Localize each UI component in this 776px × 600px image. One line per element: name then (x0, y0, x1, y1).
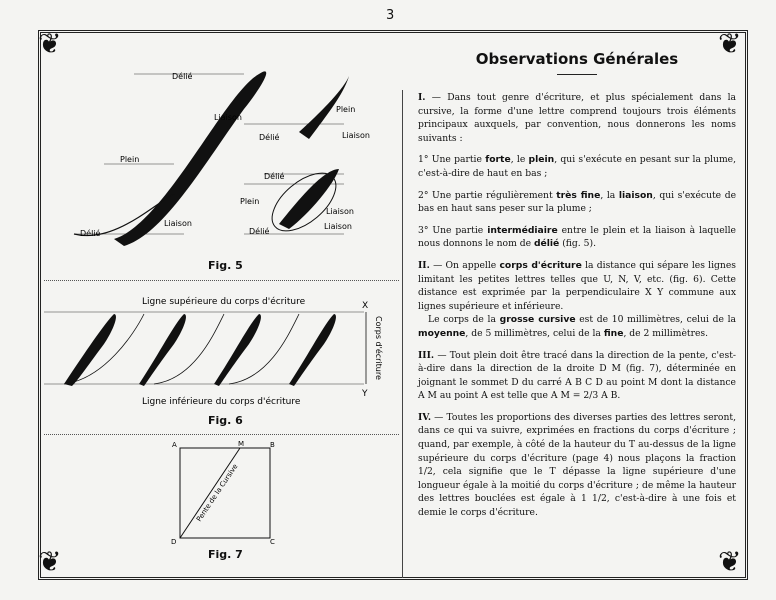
item-number: 3° (418, 224, 429, 236)
list-item (418, 224, 736, 251)
fig5-label: Liaison (342, 131, 370, 140)
section-number: II. (418, 259, 430, 271)
item-text: , qui s'exécute en pesant sur la plume, c'est-à-dire de haut en bas ; (418, 154, 737, 179)
fig5-label: Plein (336, 105, 356, 114)
fig6-x-label: X (362, 301, 369, 311)
fig7-c-label: C (270, 538, 275, 544)
figure-divider (44, 434, 399, 435)
section-2 (418, 259, 736, 341)
item-text: (fig. 5). (562, 238, 597, 250)
fig5-label: Plein (240, 197, 260, 206)
fig7-caption: Fig. 7 (208, 548, 243, 561)
section-text: — Dans tout genre d'écriture, et plus spécialement dans la cursive, la forme d'une lettre comprend toujours trois éléments principaux auxquels, par convention, nous donnerons les noms suivants : (418, 92, 736, 144)
fig5-label: Liaison (214, 113, 242, 122)
section-1 (418, 91, 736, 145)
item-text: , qui s'exécute de bas en haut sans peser sur la plume ; (418, 189, 737, 215)
item-number: 2° (418, 189, 429, 201)
section-text: — Tout plein doit être tracé dans la direction de la pente, c'est-à-dire dans la direction de la droite D M (fig. 7), déterminée en joignant le sommet D du carré A B C D au point M dont la distance A M au point A est telle que A M = 2/3 A B. (418, 349, 736, 402)
fig5-label: Délié (259, 133, 280, 142)
item-text: Une partie régulièrement (432, 189, 553, 201)
list-item (418, 189, 736, 216)
item-text: entre le plein et la liaison à laquelle nous donnons le nom de (418, 224, 736, 250)
item-bold: forte (485, 154, 511, 166)
fig6-y-label: Y (362, 389, 368, 399)
corner-ornament-icon: ❦ (38, 27, 62, 60)
fig7-a-label: A (172, 441, 177, 449)
section-text: est de 10 millimètres, celui de la (579, 314, 737, 326)
section-bold: moyenne (418, 327, 466, 339)
fig7-b-label: B (270, 441, 275, 449)
section-number: IV. (418, 411, 432, 423)
observations-column (418, 50, 736, 528)
corner-ornament-icon: ❦ (718, 545, 742, 578)
figure-7 (170, 438, 280, 544)
figure-5 (44, 54, 399, 284)
list-item (418, 153, 736, 180)
section-text: Le corps de la (428, 314, 496, 326)
fig5-label: Délié (172, 72, 193, 81)
fig5-label: Liaison (326, 207, 354, 216)
section-number: III. (418, 349, 435, 361)
section-number: I. (418, 92, 426, 103)
figure-6 (44, 284, 399, 430)
item-bold: très fine (556, 189, 601, 201)
section-text: — On appelle (433, 259, 497, 271)
fig6-side-label: Corps d'écriture (374, 316, 383, 380)
fig5-label: Délié (264, 172, 285, 181)
item-text: Une partie (432, 224, 484, 236)
fig5-label: Liaison (324, 222, 352, 231)
fig7-m-label: M (238, 440, 245, 448)
section-bold: grosse cursive (499, 314, 576, 326)
fig5-label: Délié (80, 229, 101, 238)
section-text: — Toutes les proportions des diverses parties des lettres seront, dans ce qui va suivre, exprimées en fractions du corps d'écriture ; quand, par exemple, à côté de la hauteur du T au-dessus de la ligne supérieure du corps d'écriture (page 4) nous plaçons la fraction 1/2, cela signifie que le T dépasse la ligne supérieure d'une longueur égale à la moitié du corps d'écriture ; de même la hauteur des lettres bouclées est égale à 1 1/2, c'est-à-dire à une fois et demie le corps d'écriture. (418, 411, 736, 519)
fig6-bottom-line-label: Ligne inférieure du corps d'écriture (142, 397, 301, 407)
fig5-caption: Fig. 5 (208, 259, 243, 272)
section-4 (418, 411, 736, 520)
section-text: , de 5 millimètres, celui de la (465, 327, 601, 339)
section-bold: corps d'écriture (499, 259, 582, 271)
section-text: la distance qui sépare les lignes limitant les petites lettres telles que U, N, V, etc. (fig. 6). Cette distance est exprimée par la perpendiculaire X Y commune aux lignes supérieure et inférieure. (418, 259, 737, 312)
fig5-label: Liaison (164, 219, 192, 228)
page-number: 3 (386, 8, 395, 23)
section-3 (418, 349, 736, 403)
corner-ornament-icon: ❦ (718, 27, 742, 60)
item-bold: plein (528, 154, 555, 166)
fig6-caption: Fig. 6 (208, 414, 243, 427)
figure-divider (44, 280, 399, 281)
item-text: , le (510, 154, 526, 166)
title-rule (557, 74, 597, 75)
item-bold: liaison (618, 189, 653, 201)
corner-ornament-icon: ❦ (38, 545, 62, 578)
item-text: Une partie (431, 154, 482, 166)
page-title: Observations Générales (475, 50, 679, 68)
fig7-diagonal-label: Pente de la Cursive (195, 462, 240, 524)
item-text: , la (600, 189, 616, 201)
fig5-label: Délié (249, 227, 270, 236)
item-number: 1° (418, 154, 429, 166)
item-bold: intermédiaire (487, 224, 558, 236)
section-text: , de 2 millimètres. (623, 327, 709, 339)
fig6-top-line-label: Ligne supérieure du corps d'écriture (142, 297, 306, 307)
fig7-d-label: D (171, 538, 177, 544)
fig5-label: Plein (120, 155, 140, 164)
item-bold: délié (533, 238, 560, 250)
column-divider (402, 90, 403, 578)
section-bold: fine (603, 327, 624, 339)
